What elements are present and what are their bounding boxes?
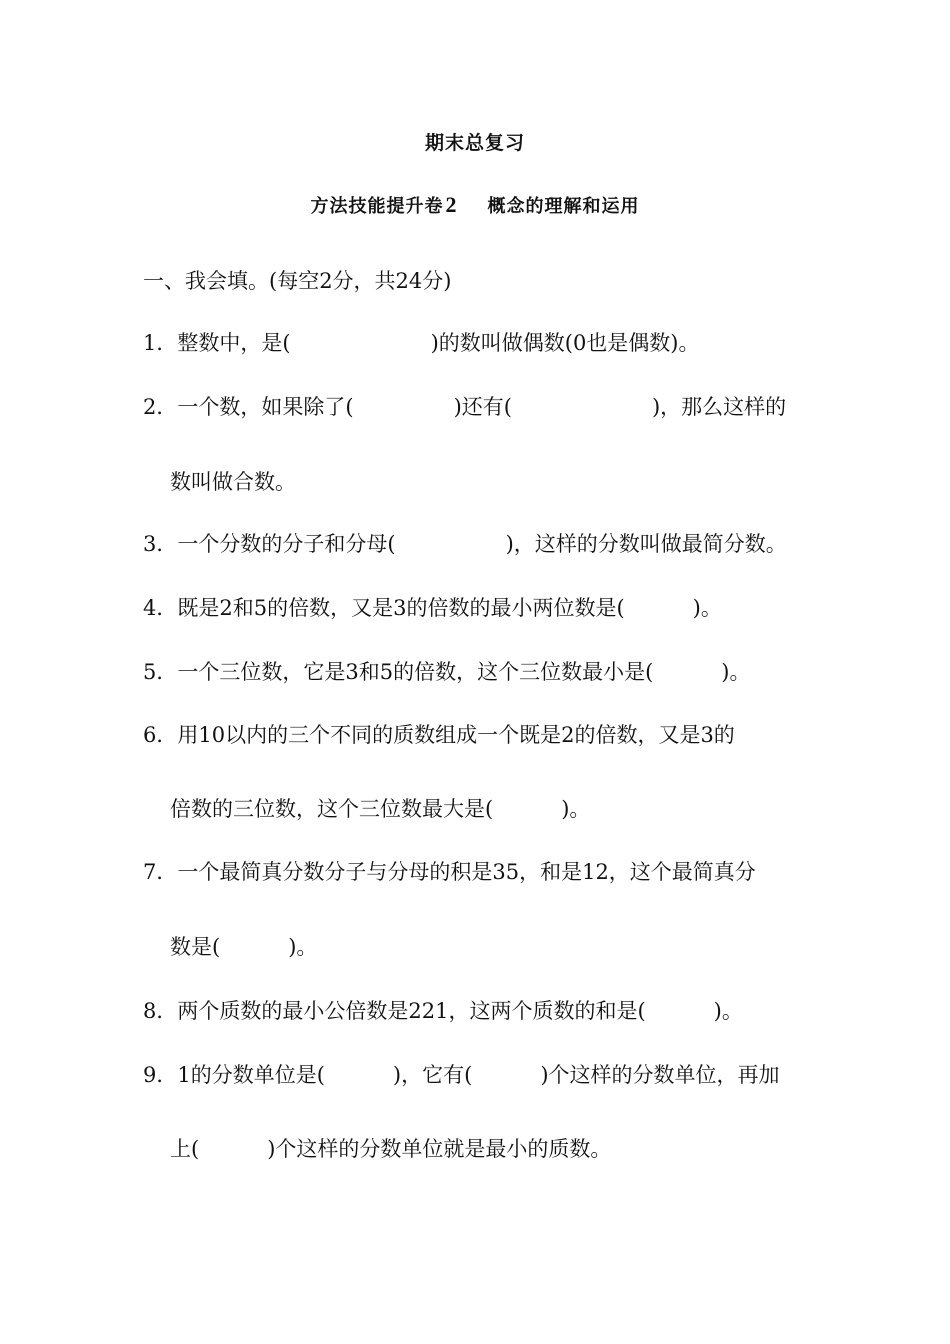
question-7-continued: 数是( )。 bbox=[170, 935, 318, 959]
subtitle-suffix: 概念的理解和运用 bbox=[487, 196, 640, 217]
question-9-continued: 上( )个这样的分数单位就是最小的质数。 bbox=[170, 1137, 612, 1161]
question-3: 3．一个分数的分子和分母( )，这样的分数叫做最简分数。 bbox=[143, 532, 787, 556]
subtitle-number: 2 bbox=[445, 192, 458, 217]
section-heading: 一、我会填。(每空2分，共24分) bbox=[143, 269, 452, 293]
question-2-continued: 数叫做合数。 bbox=[170, 470, 296, 494]
question-9: 9．1的分数单位是( )，它有( )个这样的分数单位，再加 bbox=[143, 1063, 780, 1087]
question-7: 7．一个最简真分数分子与分母的积是35，和是12，这个最简真分 bbox=[143, 860, 756, 884]
question-1: 1．整数中，是( )的数叫做偶数(0也是偶数)。 bbox=[143, 331, 700, 355]
question-8: 8．两个质数的最小公倍数是221，这两个质数的和是( )。 bbox=[143, 999, 743, 1023]
question-6-continued: 倍数的三位数，这个三位数最大是( )。 bbox=[170, 797, 591, 821]
subtitle-prefix: 方法技能提升卷 bbox=[310, 196, 444, 217]
page-title: 期末总复习 bbox=[424, 132, 525, 154]
question-5: 5．一个三位数，它是3和5的倍数，这个三位数最小是( )。 bbox=[143, 660, 751, 684]
question-2: 2．一个数，如果除了( )还有( )，那么这样的 bbox=[143, 395, 787, 419]
question-6: 6．用10以内的三个不同的质数组成一个既是2的倍数，又是3的 bbox=[143, 723, 735, 747]
page-subtitle bbox=[0, 192, 950, 218]
question-4: 4．既是2和5的倍数，又是3的倍数的最小两位数是( )。 bbox=[143, 596, 722, 620]
